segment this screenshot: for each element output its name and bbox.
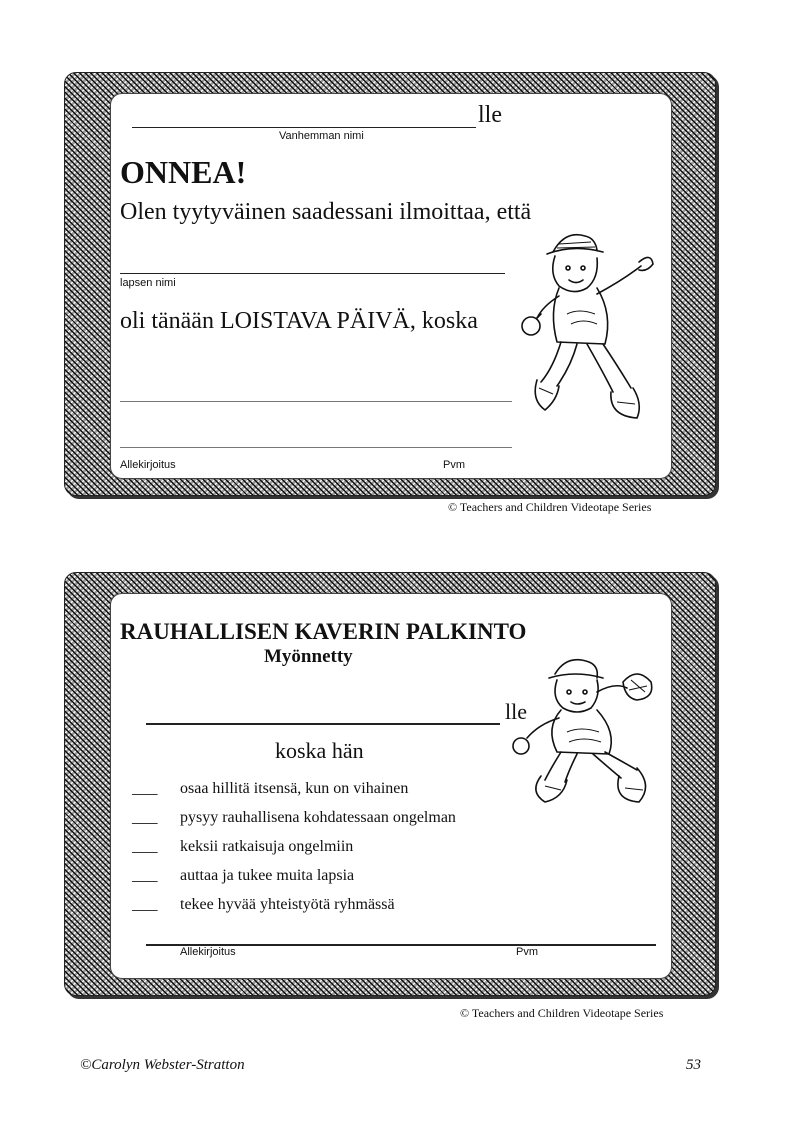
card2-copyright: © Teachers and Children Videotape Series (460, 1006, 664, 1020)
criteria-blank[interactable]: ___ (132, 807, 158, 826)
award-title: RAUHALLISEN KAVERIN PALKINTO (120, 619, 527, 644)
because-text: koska hän (275, 738, 364, 763)
parent-name-suffix: lle (478, 102, 502, 128)
intro-text: Olen tyytyväinen saadessani ilmoittaa, että (120, 199, 532, 225)
recipient-name-suffix: lle (505, 699, 527, 724)
criteria-blank[interactable]: ___ (132, 836, 158, 855)
detective-boy-lying-illustration (505, 652, 665, 812)
criteria-item: auttaa ja tukee muita lapsia (180, 867, 355, 884)
criteria-item: osaa hillitä itsensä, kun on vihainen (180, 780, 409, 797)
signature-line[interactable] (120, 447, 512, 448)
criteria-item: pysyy rauhallisena kohdatessaan ongelman (180, 809, 456, 826)
criteria-item: tekee hyvää yhteistyötä ryhmässä (180, 896, 395, 913)
card1-copyright: © Teachers and Children Videotape Series (448, 500, 652, 514)
recipient-name-line[interactable] (146, 723, 500, 725)
criteria-blank[interactable]: ___ (132, 865, 158, 884)
detective-boy-illustration (513, 222, 663, 432)
great-day-text: oli tänään LOISTAVA PÄIVÄ, koska (120, 308, 478, 334)
child-name-line[interactable] (120, 273, 505, 274)
award-subtitle: Myönnetty (264, 646, 353, 667)
date-label: Pvm (443, 459, 465, 471)
page-number: 53 (686, 1057, 701, 1073)
criteria-blank[interactable]: ___ (132, 894, 158, 913)
author-credit: ©Carolyn Webster-Stratton (80, 1057, 245, 1073)
reason-line[interactable] (120, 401, 512, 402)
parent-name-label: Vanhemman nimi (279, 130, 364, 142)
parent-name-line[interactable] (132, 127, 476, 128)
award-signature-label: Allekirjoitus (180, 946, 236, 958)
child-name-label: lapsen nimi (120, 277, 176, 289)
criteria-blank[interactable]: ___ (132, 778, 158, 797)
signature-label: Allekirjoitus (120, 459, 176, 471)
criteria-item: keksii ratkaisuja ongelmiin (180, 838, 354, 855)
award-date-label: Pvm (516, 946, 538, 958)
onnea-heading: ONNEA! (120, 154, 247, 190)
